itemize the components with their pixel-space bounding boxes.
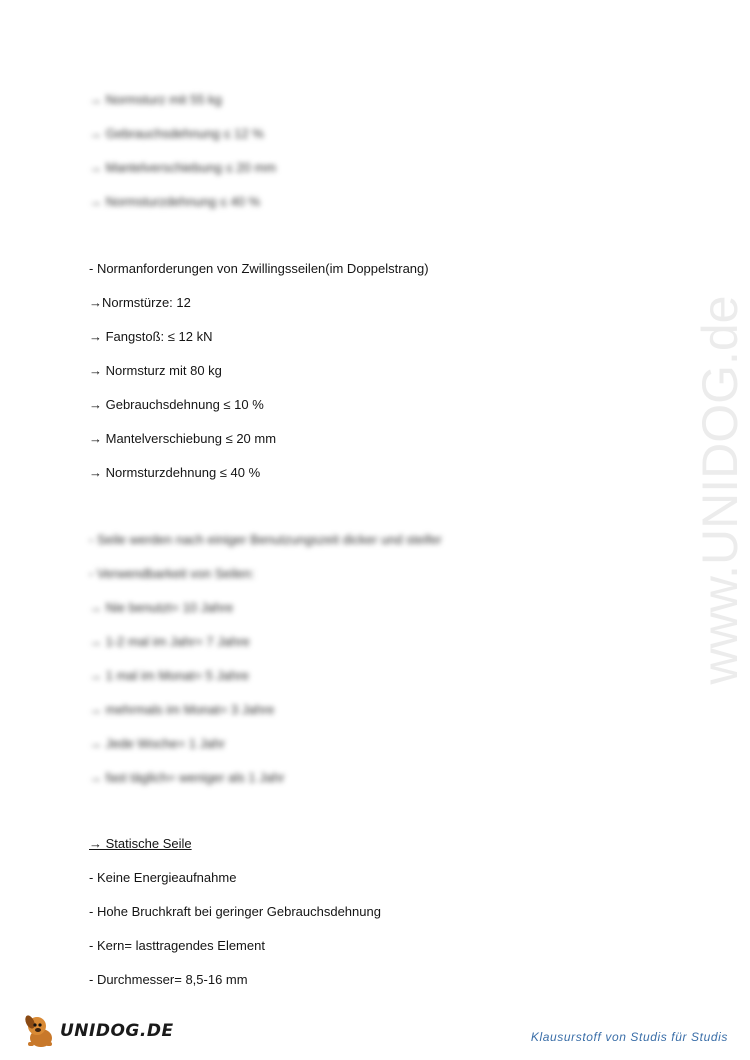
list-item: - Kern= lasttragendes Element	[89, 938, 265, 953]
watermark	[640, 250, 750, 730]
blurred-line: - Seile werden nach einiger Benutzungszeit dicker und steifer	[89, 532, 442, 547]
list-item: - Hohe Bruchkraft bei geringer Gebrauchsdehnung	[89, 904, 381, 919]
list-item: → Gebrauchsdehnung ≤ 10 %	[89, 397, 264, 412]
blurred-line: → Normsturzdehnung ≤ 40 %	[89, 194, 261, 209]
blurred-line: → Mantelverschiebung ≤ 20 mm	[89, 160, 277, 175]
blurred-line: → Nie benutzt= 10 Jahre	[89, 600, 234, 615]
list-item: → Normsturzdehnung ≤ 40 %	[89, 465, 261, 480]
section-heading: → Statische Seile	[89, 836, 192, 851]
dog-mascot-icon	[22, 1012, 60, 1050]
list-item: - Durchmesser= 8,5-16 mm	[89, 972, 248, 987]
blurred-line: → mehrmals im Monat= 3 Jahre	[89, 702, 275, 717]
list-item: → Mantelverschiebung ≤ 20 mm	[89, 431, 277, 446]
unidog-logo[interactable]	[22, 1012, 174, 1050]
footer-tagline: Klausurstoff von Studis für Studis	[530, 1030, 728, 1044]
section-heading: - Normanforderungen von Zwillingsseilen(im Doppelstrang)	[89, 261, 429, 276]
blurred-line: → 1 mal im Monat= 5 Jahre	[89, 668, 250, 683]
blurred-line: - Verwendbarkeit von Seilen:	[89, 566, 255, 581]
list-item: →Normstürze: 12	[89, 295, 191, 310]
blurred-line: → 1-2 mal im Jahr= 7 Jahre	[89, 634, 250, 649]
logo-text: UNIDOG.DE	[60, 1021, 174, 1041]
watermark-text: www.UNIDOG.de	[692, 295, 748, 685]
list-item: → Fangstoß: ≤ 12 kN	[89, 329, 213, 344]
list-item: → Normsturz mit 80 kg	[89, 363, 222, 378]
blurred-line: → Normsturz mit 55 kg	[89, 92, 222, 107]
list-item: - Keine Energieaufnahme	[89, 870, 237, 885]
blurred-line: → Jede Woche= 1 Jahr	[89, 736, 225, 751]
blurred-line: → Gebrauchsdehnung ≤ 12 %	[89, 126, 264, 141]
blurred-line: → fast täglich= weniger als 1 Jahr	[89, 770, 285, 785]
